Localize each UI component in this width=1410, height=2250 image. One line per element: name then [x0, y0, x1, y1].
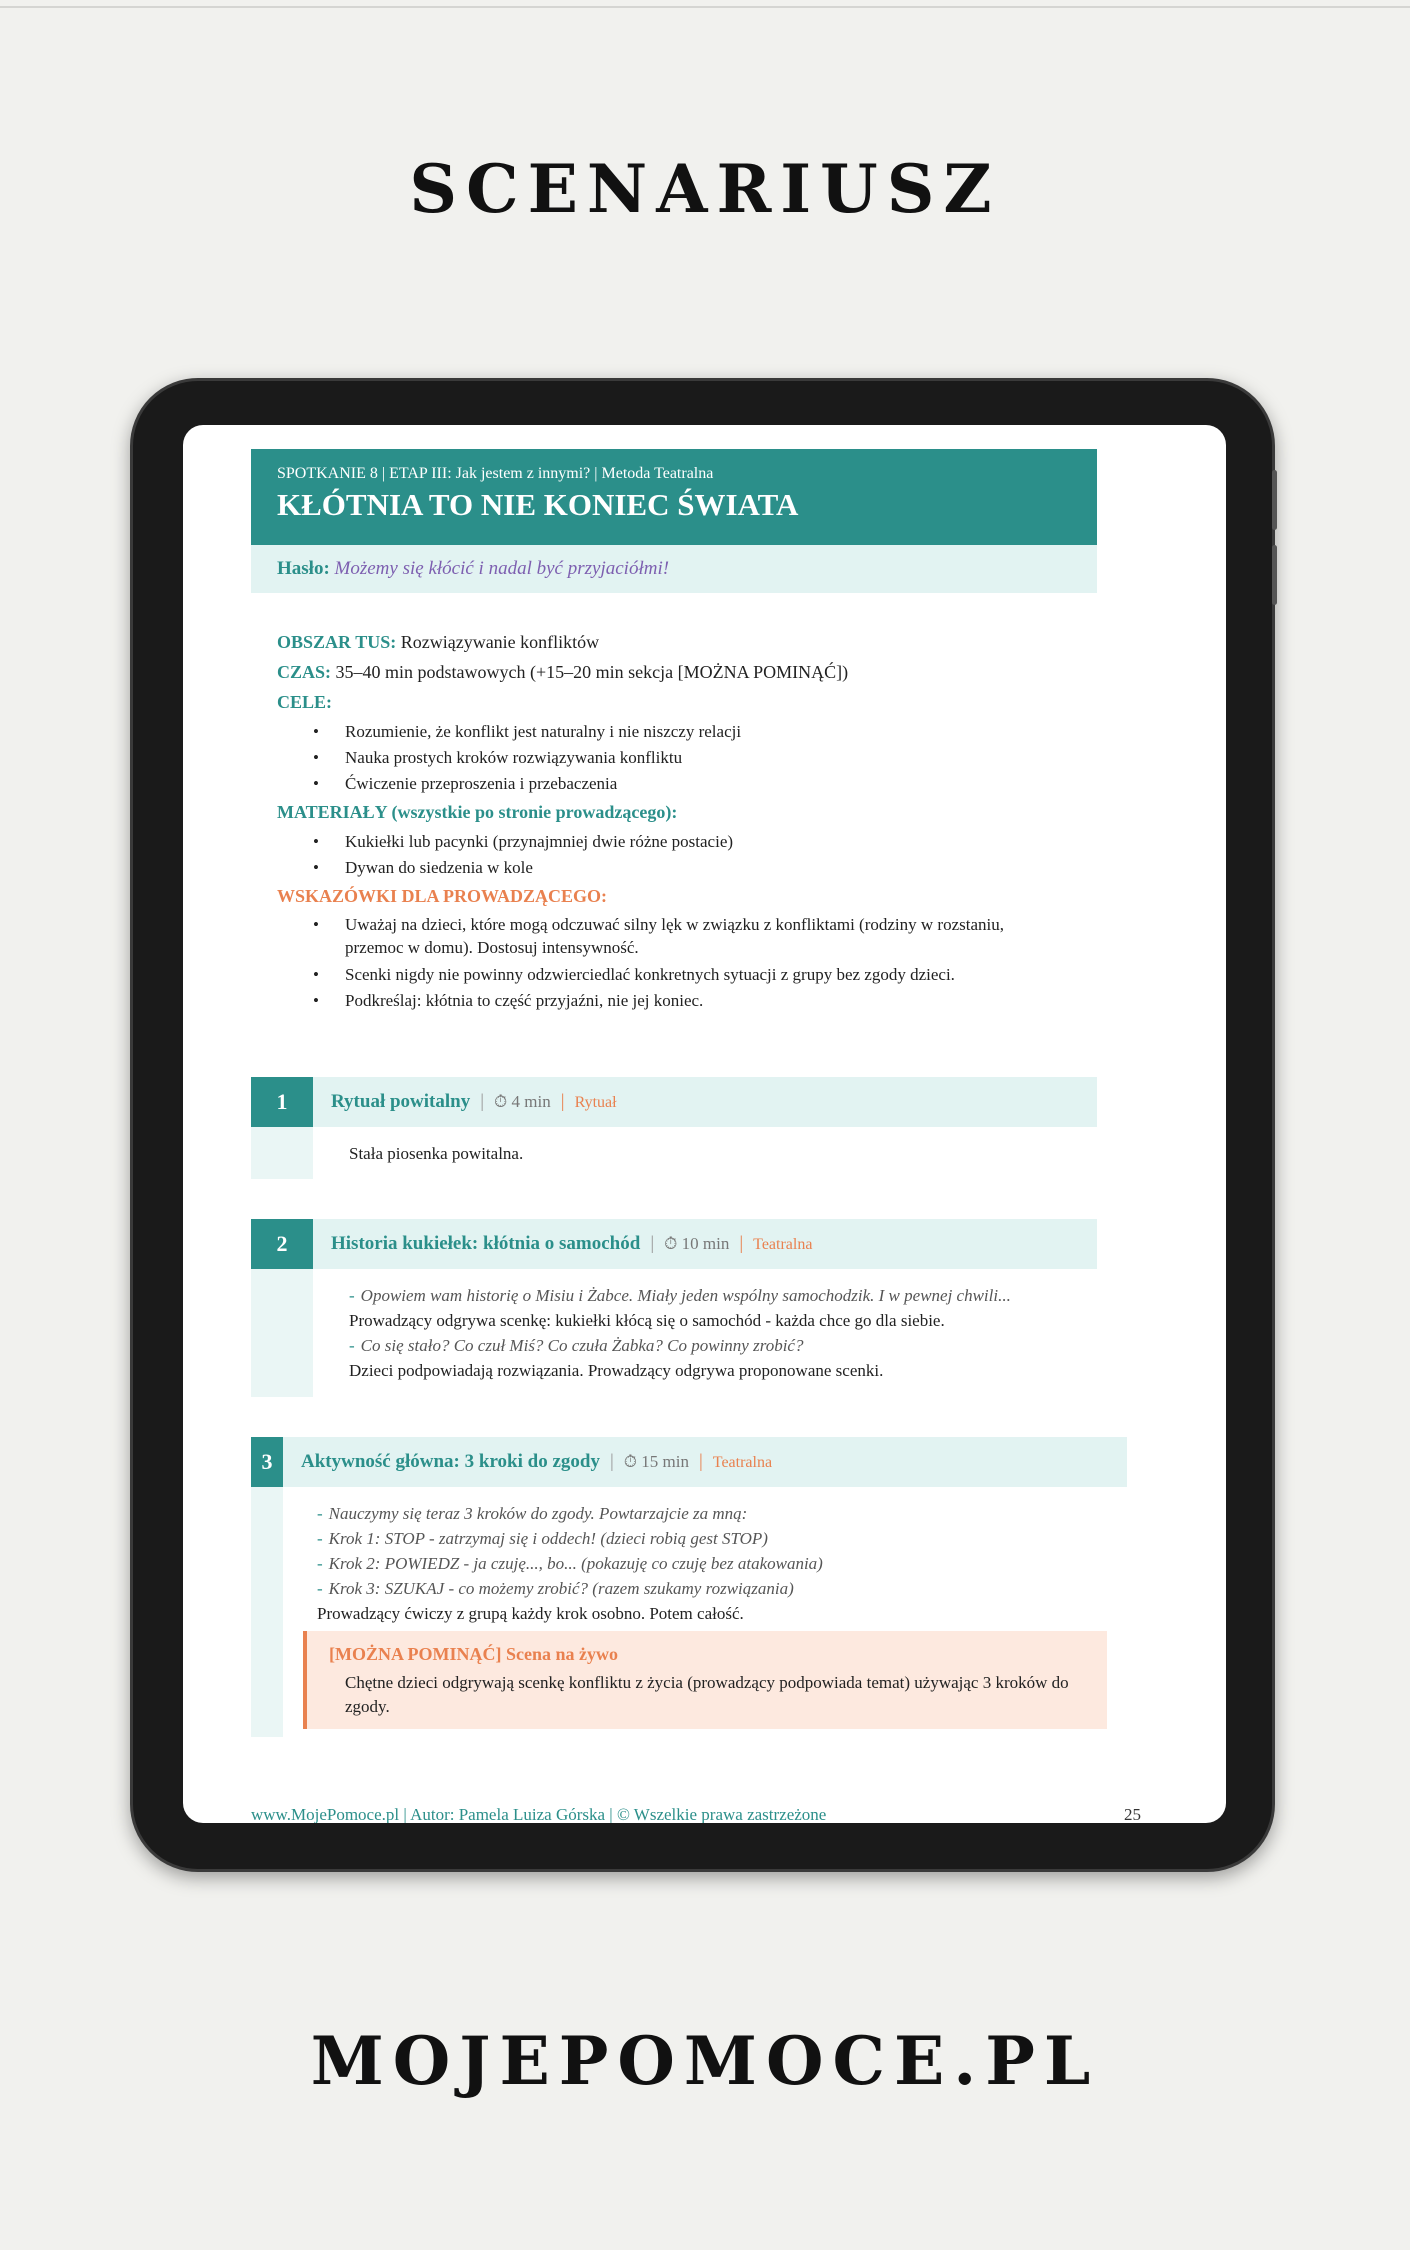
step-question: Nauczymy się teraz 3 kroków do zgody. Powtarzajcie za mną: [328, 1504, 748, 1523]
list-item: • Uważaj na dzieci, które mogą odczuwać silny lęk w związku z konfliktami (rodziny w rozstaniu, przemoc w domu). Dostosuj intensywność. [277, 913, 1037, 959]
list-item: • Podkreślaj: kłótnia to część przyjaźni, nie jej koniec. [277, 988, 1037, 1014]
info-section [277, 629, 1077, 1014]
step-line: Dzieci podpowiadają rozwiązania. Prowadzący odgrywa proponowane scenki. [349, 1361, 884, 1380]
step-question: Krok 3: SZUKAJ - co możemy zrobić? (razem szukamy rozwiązania) [328, 1579, 794, 1598]
tablet-screen [183, 425, 1226, 1823]
page-number: 25 [1124, 1805, 1141, 1823]
top-divider [0, 6, 1410, 8]
header-subtitle: SPOTKANIE 8 | ETAP III: Jak jestem z innymi? | Metoda Teatralna [277, 465, 714, 482]
motto-text: Możemy się kłócić i nadal być przyjaciółmi! [334, 558, 670, 579]
document-header [251, 449, 1097, 545]
step-title-row: Aktywność główna: 3 kroki do zgody | ⏱ 15 min | Teatralna [301, 1451, 773, 1472]
area-label: OBSZAR TUS: [277, 632, 397, 652]
header-title: KŁÓTNIA TO NIE KONIEC ŚWIATA [277, 487, 799, 522]
list-item: • Ćwiczenie przeproszenia i przebaczenia [277, 771, 1077, 797]
step-3-header [251, 1437, 1127, 1487]
tips-list [277, 913, 1037, 1014]
goals-list [277, 719, 1077, 797]
motto-label: Hasło: [277, 558, 330, 579]
list-item: • Rozumienie, że konflikt jest naturalny i nie niszczy relacji [277, 719, 1077, 745]
time-label: CZAS: [277, 662, 332, 682]
step-question: Krok 2: POWIEDZ - ja czuję..., bo... (pokazuję co czuję bez atakowania) [328, 1554, 823, 1573]
tips-label: WSKAZÓWKI DLA PROWADZĄCEGO: [277, 886, 608, 906]
step-number: 3 [251, 1437, 283, 1487]
step-1-header [251, 1077, 1097, 1127]
area-value: Rozwiązywanie konfliktów [400, 632, 600, 652]
optional-body: Chętne dzieci odgrywają scenkę konfliktu z życia (prowadzący podpowiada temat) używając 3 kroków do zgody. [345, 1673, 1069, 1716]
list-item: • Dywan do siedzenia w kole [277, 855, 1077, 881]
step-3-sidebar [251, 1487, 283, 1737]
step-title: Rytuał powitalny [331, 1091, 471, 1112]
materials-label: MATERIAŁY (wszystkie po stronie prowadzącego): [277, 802, 678, 822]
step-2-sidebar [251, 1269, 313, 1397]
step-1-body: Stała piosenka powitalna. [349, 1144, 524, 1163]
step-kind: Rytuał [574, 1094, 617, 1111]
step-number: 2 [251, 1219, 313, 1269]
step-title: Aktywność główna: 3 kroki do zgody [301, 1451, 600, 1472]
footer-text: www.MojePomoce.pl | Autor: Pamela Luiza Górska | © Wszelkie prawa zastrzeżone [251, 1805, 827, 1823]
step-time: ⏱ 10 min [664, 1234, 730, 1253]
step-1-sidebar [251, 1127, 313, 1179]
step-number: 1 [251, 1077, 313, 1127]
list-item: • Scenki nigdy nie powinny odzwierciedlać konkretnych sytuacji z grupy bez zgody dzieci. [277, 962, 1037, 988]
materials-list [277, 829, 1077, 881]
document-page [251, 449, 1097, 1716]
step-2-header [251, 1219, 1097, 1269]
step-question: Opowiem wam historię o Misiu i Żabce. Miały jeden wspólny samochodzik. I w pewnej chwili... [360, 1286, 1011, 1305]
step-question: Co się stało? Co czuł Miś? Co czuła Żabka? Co powinny zrobić? [360, 1336, 804, 1355]
page-title: SCENARIUSZ [409, 150, 1001, 228]
tablet-side-button [1272, 545, 1277, 605]
tablet-side-button [1272, 470, 1277, 530]
step-2-body: - Opowiem wam historię o Misiu i Żabce. Miały jeden wspólny samochodzik. I w pewnej chwili... Prowadzący odgrywa scenkę: kukiełki kłócą się o samochód - każda chce go dla siebie. - Co się stało? Co czuł Miś? Co czuła Żabka? Co powinny zrobić? Dzieci podpowiadają rozwiązania. Prowadzący odgrywa proponowane scenki. [349, 1283, 1089, 1383]
brand-title: MOJEPOMOCE.PL [310, 2022, 1100, 2100]
step-time: ⏱ 4 min [494, 1092, 551, 1111]
step-line: Prowadzący ćwiczy z grupą każdy krok osobno. Potem całość. [317, 1604, 744, 1623]
step-kind: Teatralna [753, 1236, 813, 1253]
step-question: Krok 1: STOP - zatrzymaj się i oddech! (dzieci robią gest STOP) [328, 1529, 768, 1548]
motto-bar [251, 545, 1097, 593]
step-line: Prowadzący odgrywa scenkę: kukiełki kłócą się o samochód - każda chce go dla siebie. [349, 1311, 945, 1330]
goals-label: CELE: [277, 692, 333, 712]
list-item: • Kukiełki lub pacynki (przynajmniej dwie różne postacie) [277, 829, 1077, 855]
step-3-body: - Nauczymy się teraz 3 kroków do zgody. Powtarzajcie za mną: - Krok 1: STOP - zatrzymaj się i oddech! (dzieci robią gest STOP) - Krok 2: POWIEDZ - ja czuję..., bo... (pokazuję co czuję bez atakowania) - Krok 3: SZUKAJ - co możemy zrobić? (razem szukamy rozwiązania) Prowadzący ćwiczy z grupą każdy krok osobno. Potem całość. [317, 1501, 1077, 1626]
step-kind: Teatralna [712, 1454, 773, 1471]
step-time: ⏱ 15 min [623, 1452, 689, 1471]
step-title: Historia kukiełek: kłótnia o samochód [331, 1233, 641, 1254]
step-title-row: Historia kukiełek: kłótnia o samochód | ⏱ 10 min | Teatralna [331, 1233, 813, 1254]
optional-box [303, 1631, 1107, 1729]
document-footer [251, 1805, 1141, 1823]
time-value: 35–40 min podstawowych (+15–20 min sekcja [MOŻNA POMINĄĆ]) [335, 662, 849, 682]
optional-title: [MOŻNA POMINĄĆ] Scena na żywo [329, 1644, 618, 1664]
step-title-row: Rytuał powitalny | ⏱ 4 min | Rytuał [331, 1091, 617, 1112]
list-item: • Nauka prostych kroków rozwiązywania konfliktu [277, 745, 1077, 771]
